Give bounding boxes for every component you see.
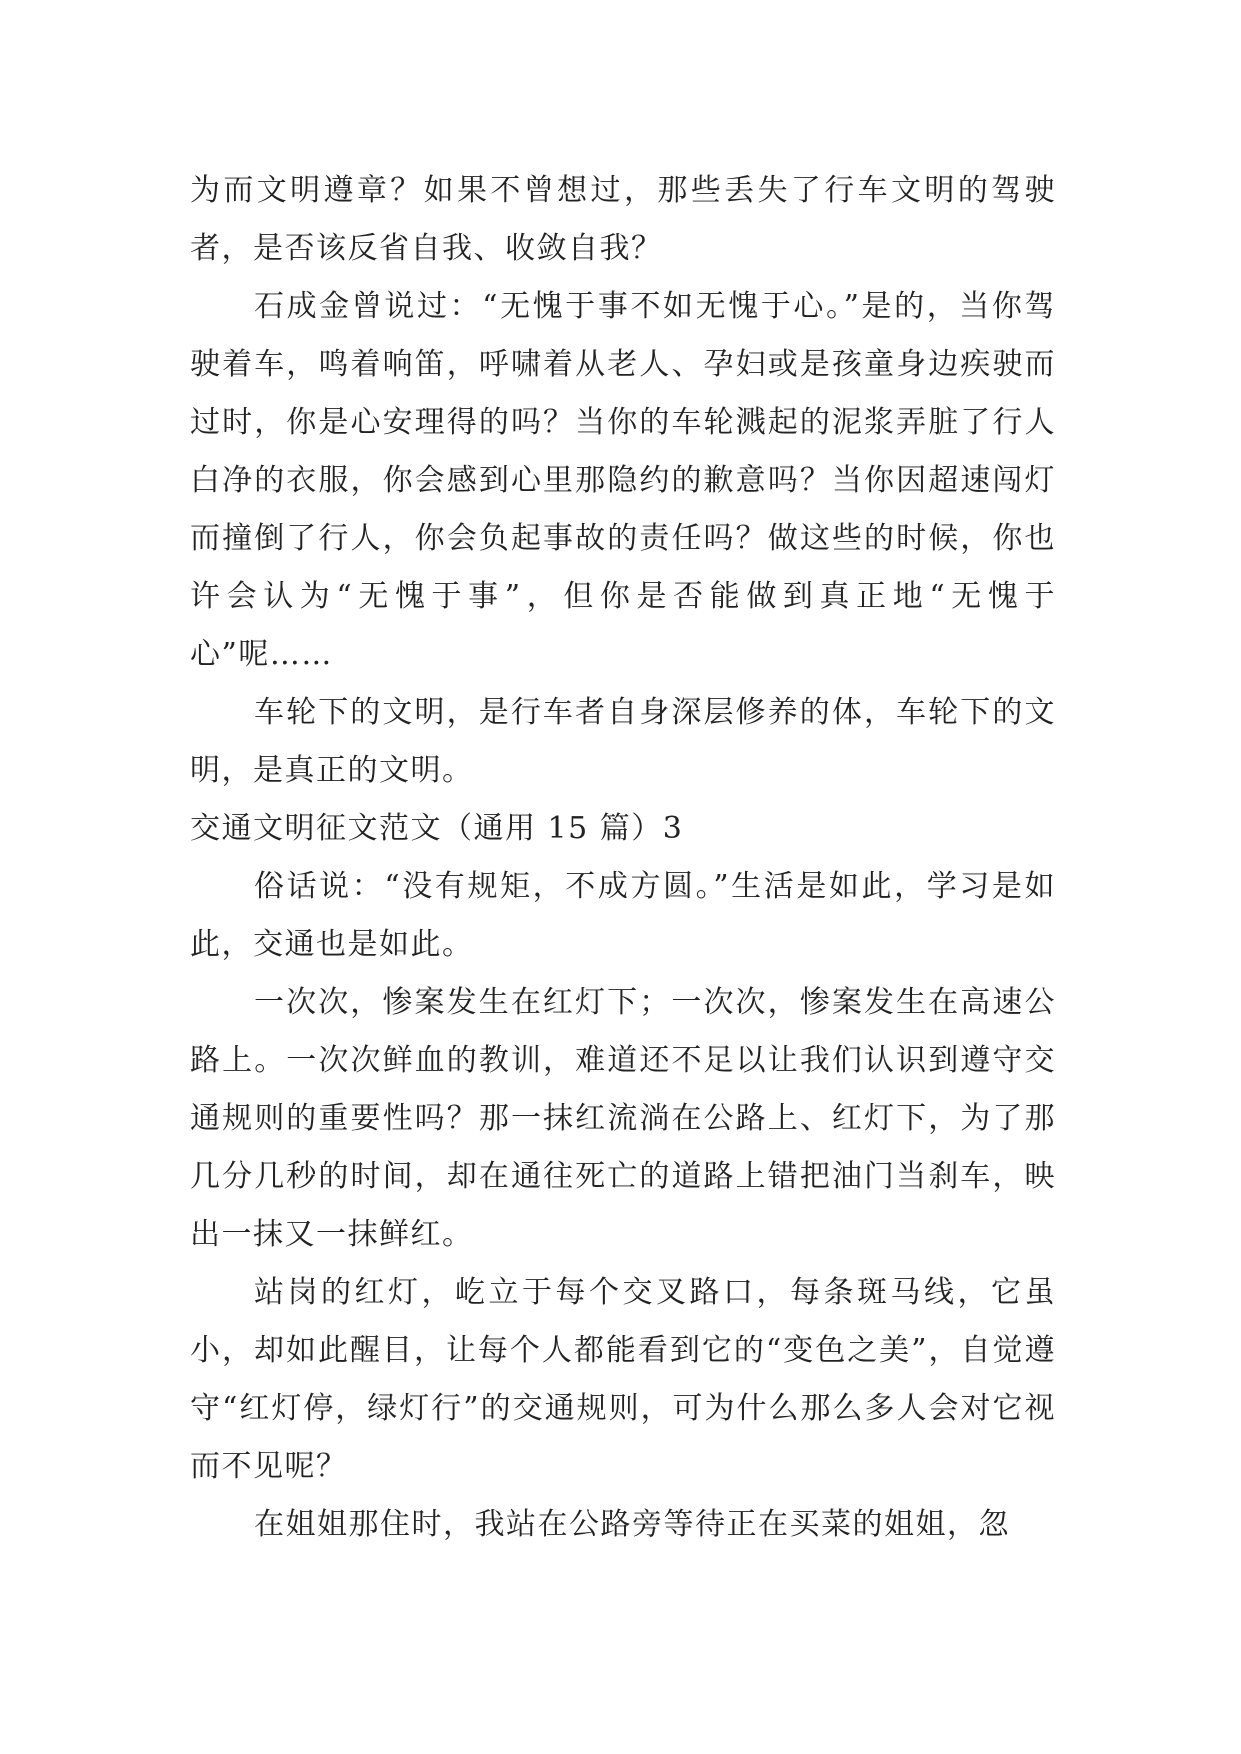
- paragraph-4: 俗话说：“没有规矩，不成方圆。”生活是如此，学习是如此，交通也是如此。: [190, 869, 1056, 962]
- paragraph-3: 车轮下的文明，是行车者自身深层修养的体，车轮下的文明，是真正的文明。: [190, 695, 1056, 788]
- paragraph-5: 一次次，惨案发生在红灯下；一次次，惨案发生在高速公路上。一次次鲜血的教训，难道还不足以让我们认识到遵守交通规则的重要性吗？那一抹红流淌在公路上、红灯下，为了那几分几秒的时间，却在通往死亡的道路上错把油门当刹车，映出一抹又一抹鲜红。: [190, 985, 1056, 1252]
- paragraph-6: 站岗的红灯，屹立于每个交叉路口，每条斑马线，它虽小，却如此醒目，让每个人都能看到它的“变色之美”，自觉遵守“红灯停，绿灯行”的交通规则，可为什么那么多人会对它视而不见呢？: [190, 1275, 1056, 1484]
- paragraph-7: 在姐姐那住时，我站在公路旁等待正在买菜的姐姐，忽: [254, 1507, 1010, 1542]
- section-heading: 交通文明征文范文（通用 15 篇）3: [190, 811, 684, 846]
- document-body: [190, 162, 1056, 1554]
- paragraph-2: 石成金曾说过：“无愧于事不如无愧于心。”是的，当你驾驶着车，鸣着响笛，呼啸着从老人、孕妇或是孩童身边疾驶而过时，你是心安理得的吗？当你的车轮溅起的泥浆弄脏了行人白净的衣服，你会感到心里那隐约的歉意吗？当你因超速闯灯而撞倒了行人，你会负起事故的责任吗？做这些的时候，你也许会认为“无愧于事”，但你是否能做到真正地“无愧于心”呢……: [190, 289, 1056, 672]
- paragraph-1: 为而文明遵章？如果不曾想过，那些丢失了行车文明的驾驶者，是否该反省自我、收敛自我？: [190, 173, 1056, 266]
